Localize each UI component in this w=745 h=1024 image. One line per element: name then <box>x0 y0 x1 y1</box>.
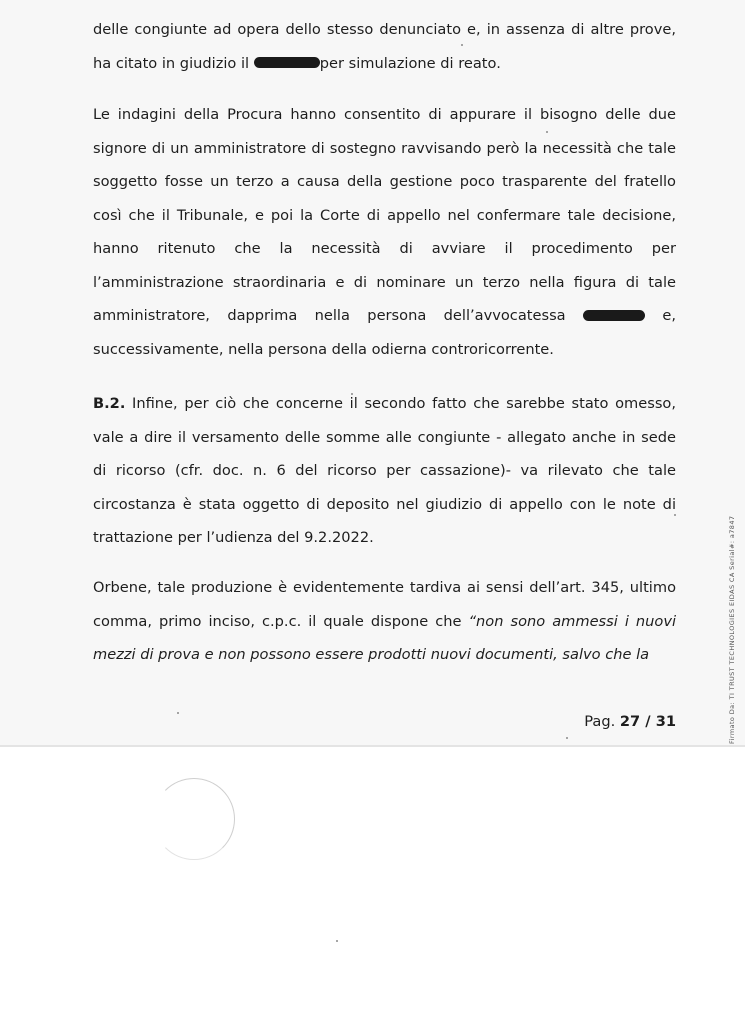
paragraph-4-text: Orbene, tale produzione è evidentemente tardiva ai sensi dell’art. 345, ultimo comma, primo inciso, c.p.c. il quale dispone che <box>93 579 676 630</box>
legal-quote: “non sono ammessi i nuovi mezzi di prova e non possono essere prodotti nuovi documenti, salvo che la <box>93 612 677 663</box>
redacted-name <box>254 57 320 68</box>
scan-speck <box>546 131 548 133</box>
paragraph-1-line-2-end: per simulazione di reato. <box>319 54 501 72</box>
scan-ring-mark <box>153 778 235 860</box>
page-label: Pag. <box>584 713 616 730</box>
paragraph-4 <box>93 571 676 672</box>
paragraph-2 <box>93 98 676 366</box>
page-edge <box>0 745 745 747</box>
scan-speck <box>566 737 568 739</box>
scan-speck <box>461 44 463 46</box>
paragraph-2-text-start: Le indagini della Procura hanno consentito di appurare il bisogno delle due signore di un amministratore di sostegno ravvisando però la necessità che tale soggetto fosse un terzo a causa della gestione poco trasparente del fratello così che il Tribunale, e poi la Corte di appello nel confermare tale decisione, hanno ritenuto che la necessità di avviare il procedimento per l’amministrazione straordinaria e di nominare un terzo nella figura di tale amministratore, dapprima nella persona dell’avvocatessa <box>93 106 676 324</box>
scan-speck <box>351 393 353 395</box>
paragraph-1-line-2-start: ha citato in giudizio il <box>93 54 254 72</box>
scan-speck <box>674 514 676 516</box>
paragraph-1 <box>93 13 676 80</box>
redacted-name <box>583 310 645 321</box>
scan-speck <box>177 712 179 714</box>
signature-stamp: Firmato Da: TI TRUST TECHNOLOGIES EIDAS CA Serial#: a7847 <box>728 515 736 744</box>
paragraph-b2-text: Infine, per ciò che concerne il secondo fatto che sarebbe stato omesso, vale a dire il versamento delle somme alle congiunte - allegato anche in sede di ricorso (cfr. doc. n. 6 del ricorso per cassazione)- va rilevato che tale circostanza è stata oggetto di deposito nel giudizio di appello con le note di trattazione per l’udienza del 9.2.2022. <box>93 395 676 546</box>
paragraph-1-line-1: delle congiunte ad opera dello stesso denunciato e, in assenza di altre prove, <box>93 21 676 38</box>
page-total: 31 <box>655 713 676 730</box>
paragraph-b2 <box>93 387 676 555</box>
paragraph-2-text-end: e, successivamente, nella persona della odierna controricorrente. <box>93 307 676 358</box>
page-number <box>584 713 676 730</box>
page-current: 27 <box>619 713 641 730</box>
section-label: B.2. <box>93 395 126 412</box>
page-separator: / <box>640 713 656 730</box>
scan-speck <box>336 940 338 942</box>
